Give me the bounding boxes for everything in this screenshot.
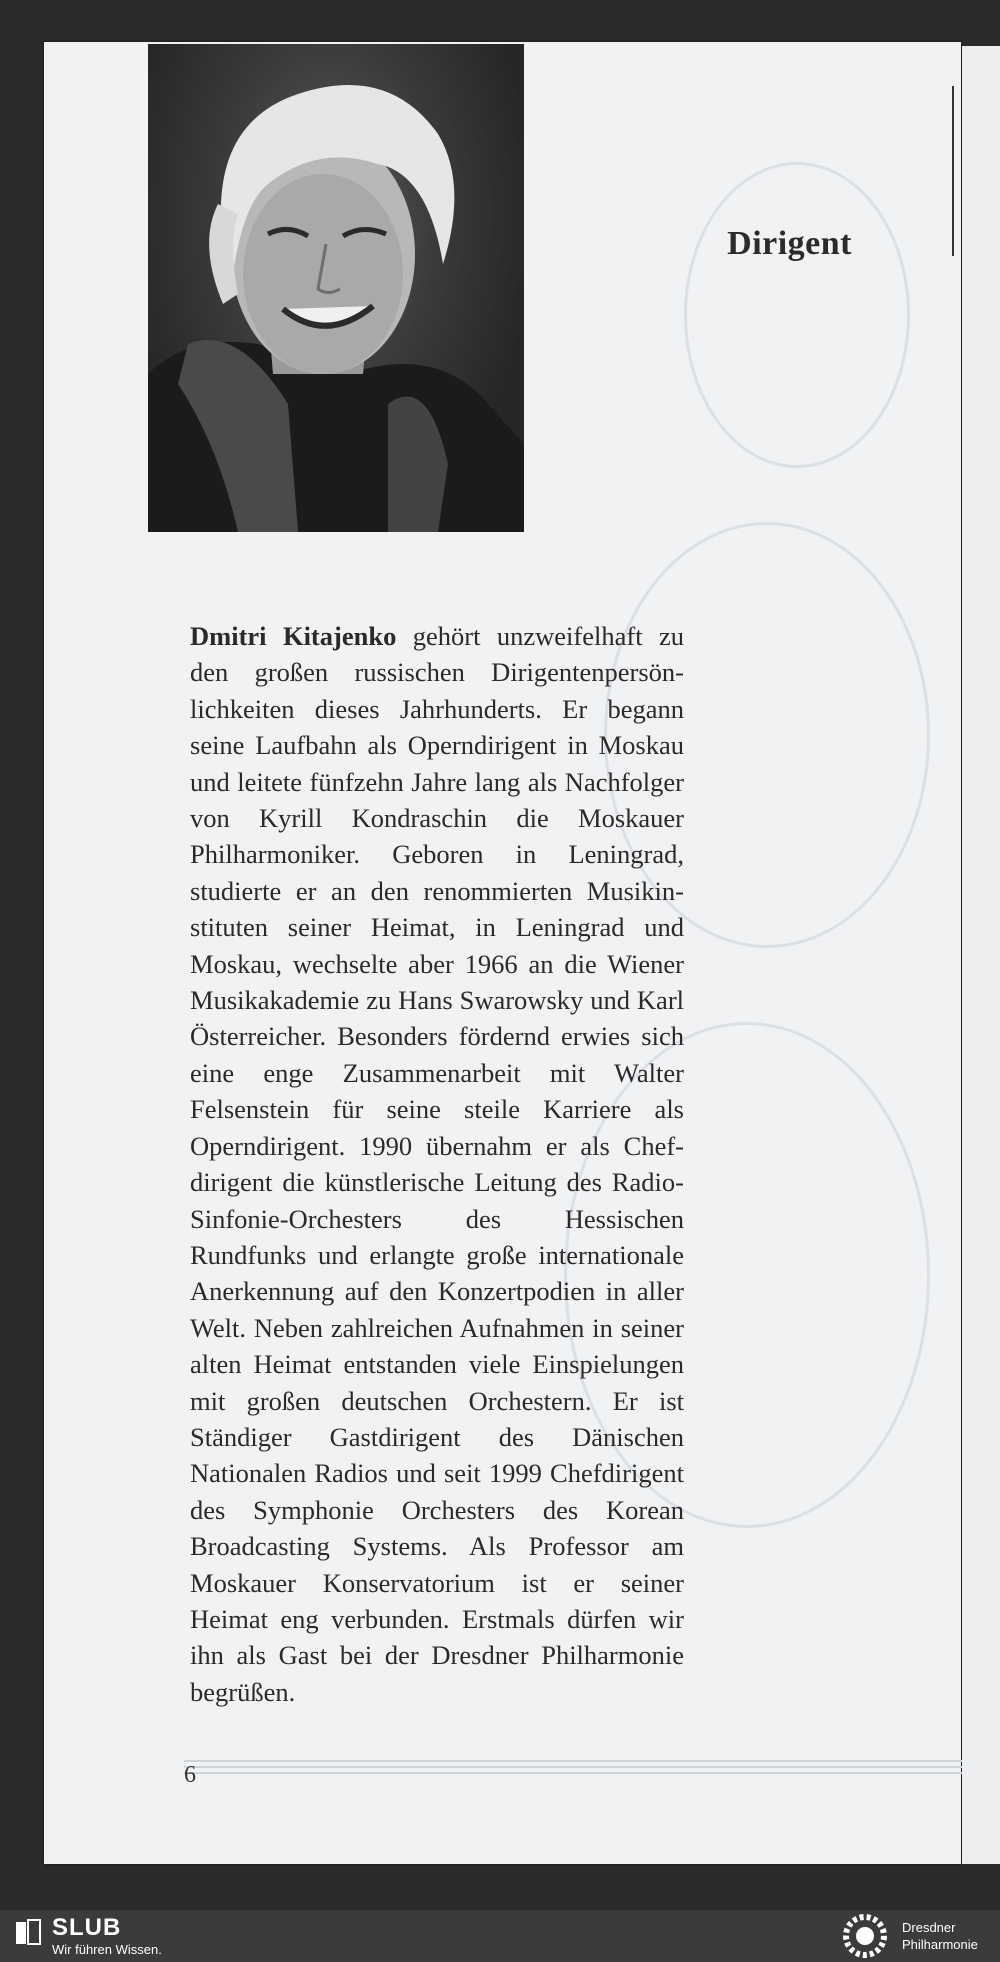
viewer-footer [0, 1910, 1000, 1962]
footer-rules [184, 1760, 1000, 1780]
conductor-name: Dmitri Kitajenko [190, 621, 397, 651]
partner-name-line2[interactable]: Philharmonie [902, 1937, 978, 1952]
slub-logo-icon [14, 1918, 42, 1948]
dresdner-philharmonie-logo-icon [842, 1913, 888, 1959]
show-through-art [684, 162, 910, 468]
heading-rule [952, 86, 954, 256]
slub-tagline: Wir führen Wissen. [52, 1942, 162, 1957]
slub-title[interactable]: SLUB [52, 1914, 122, 1941]
portrait-illustration [148, 44, 524, 532]
biography-text [190, 618, 684, 1710]
conductor-portrait [148, 44, 524, 532]
partner-name-line1[interactable]: Dresdner [902, 1920, 956, 1935]
page-heading: Dirigent [727, 225, 852, 262]
show-through-text [644, 242, 651, 292]
next-page-edge [962, 46, 1000, 1864]
biography-body: gehört unzweifelhaft zu den großen russischen Dirigentenpersönlichkeiten dieses Jahrhunderts. Er begann seine Laufbahn als Operndirigent in Moskau und leitete fünfzehn Jahre lang als Nachfolger von Kyrill Kondraschin die Moskauer Philharmoniker. Geboren in Leningrad, studierte er an den renommierten Musikinstituten seiner Heimat, in Leningrad und Moskau, wechselte aber 1966 an die Wiener Musikakademie zu Hans Swarowsky und Karl Österreicher. Besonders fördernd erwies sich eine enge Zusammenarbeit mit Walter Felsenstein für seine steile Karriere als Operndirigent. 1990 übernahm er als Chefdirigent die künstlerische Leitung des Radio-Sinfonie-Orchesters des Hessischen Rundfunks und erlangte große internationale Anerkennung auf den Konzertpodien in aller Welt. Neben zahlreichen Aufnahmen in seiner alten Heimat entstanden viele Einspielungen mit großen deutschen Orchestern. Er ist Ständiger Gastdirigent des Dänischen Nationalen Radios und seit 1999 Chefdirigent des Symphonie Orchesters des Korean Broadcasting Systems. Als Professor am Moskauer Konservatorium ist er seiner Heimat eng verbunden. Erstmals dürfen wir ihn als Gast bei der Dresdner Philharmonie begrüßen. [190, 621, 685, 1707]
page-number: 6 [184, 1762, 196, 1788]
